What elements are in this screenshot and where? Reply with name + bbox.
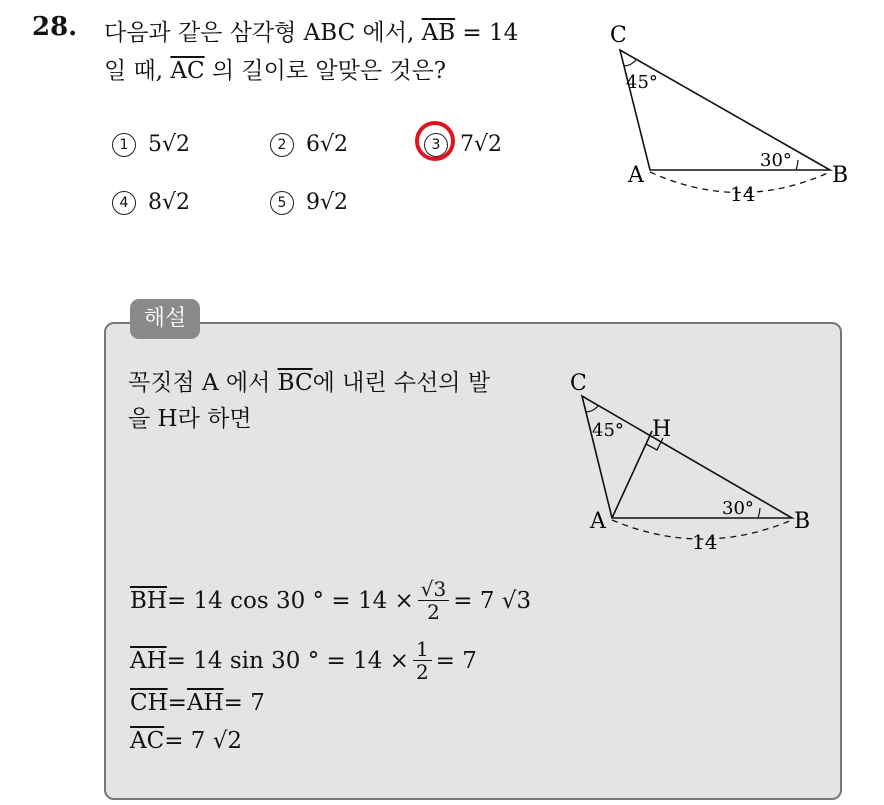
fraction <box>418 578 449 623</box>
choice-marker: 3 <box>424 133 448 157</box>
choice-marker: 5 <box>270 191 294 215</box>
choice-1[interactable] <box>112 132 190 157</box>
denominator: 2 <box>427 600 440 624</box>
question-line-1 <box>104 14 518 47</box>
segment-ah: $\overline{AH}$ <box>130 647 167 674</box>
angle-c-arc <box>586 406 598 412</box>
equation-text: = 7 √3 <box>453 587 532 614</box>
label-angle-c: 45° <box>626 72 658 93</box>
angle-c-arc <box>624 60 636 66</box>
equation-text: = 7 <box>435 647 477 674</box>
solution-triangle-figure <box>560 366 830 558</box>
question-text: 다음과 같은 삼각형 ABC 에서, <box>104 20 422 46</box>
question-text: = 14 <box>455 20 519 46</box>
answer-highlight-circle <box>415 121 455 161</box>
equation-bh <box>130 578 531 623</box>
choice-2[interactable] <box>270 132 348 157</box>
label-c: C <box>610 23 627 48</box>
label-side: 14 <box>692 530 718 554</box>
question-text: 일 때, <box>104 58 171 84</box>
label-a: A <box>590 509 606 534</box>
segment-ch: $\overline{CH}$ <box>130 690 168 716</box>
numerator: 1 <box>413 638 432 661</box>
choice-marker: 2 <box>270 133 294 157</box>
label-c: C <box>570 371 587 396</box>
equation-text: = 14 cos 30 ° = 14 × <box>166 587 414 614</box>
fraction <box>413 638 432 683</box>
choice-text: 9√2 <box>306 190 349 215</box>
segment-bh: $\overline{BH}$ <box>130 587 167 614</box>
solution-tag: 해설 <box>130 299 200 339</box>
numerator: √3 <box>418 578 449 601</box>
label-b: B <box>832 163 849 188</box>
angle-b-arc <box>796 160 798 170</box>
choice-5[interactable] <box>270 190 348 215</box>
label-b: B <box>794 509 811 534</box>
segment-bc: $\overline{BC}$ <box>277 370 313 396</box>
equation-text: = <box>167 690 187 716</box>
angle-b-arc <box>758 508 760 518</box>
equation-ac <box>130 728 242 754</box>
label-a: A <box>628 163 644 188</box>
question-text: 의 길이로 알맞은 것은? <box>204 58 447 84</box>
triangle-abc <box>620 50 830 170</box>
segment-ah: $\overline{AH}$ <box>186 690 224 716</box>
equation-ah <box>130 638 477 683</box>
denominator: 2 <box>415 660 429 684</box>
solution-line-2: 을 H라 하면 <box>128 406 252 432</box>
label-angle-b: 30° <box>760 150 792 171</box>
equation-text: = 7 √2 <box>164 728 243 754</box>
segment-ab: $\overline{AB}$ <box>421 20 456 46</box>
label-angle-b: 30° <box>722 498 754 519</box>
equation-text: = 14 sin 30 ° = 14 × <box>166 647 409 674</box>
choice-4[interactable] <box>112 190 190 215</box>
choice-text: 7√2 <box>460 132 503 157</box>
equation-text: = 7 <box>223 690 265 716</box>
label-side: 14 <box>730 182 756 206</box>
choice-marker: 1 <box>112 133 136 157</box>
segment-ac: $\overline{AC}$ <box>130 728 165 754</box>
choice-text: 8√2 <box>148 190 191 215</box>
triangle-figure <box>600 18 870 218</box>
segment-ac: $\overline{AC}$ <box>170 58 205 84</box>
solution-line-1 <box>128 364 490 397</box>
triangle-abc <box>582 396 792 518</box>
equation-ch <box>130 690 265 716</box>
label-angle-c: 45° <box>592 420 624 441</box>
solution-text: 꼭짓점 A 에서 <box>128 370 278 396</box>
choice-text: 5√2 <box>148 132 191 157</box>
choice-marker: 4 <box>112 191 136 215</box>
question-line-2 <box>104 52 446 85</box>
label-h: H <box>652 417 672 442</box>
solution-text: 에 내린 수선의 발 <box>312 370 491 396</box>
question-number: 28. <box>32 12 78 42</box>
choice-text: 6√2 <box>306 132 349 157</box>
